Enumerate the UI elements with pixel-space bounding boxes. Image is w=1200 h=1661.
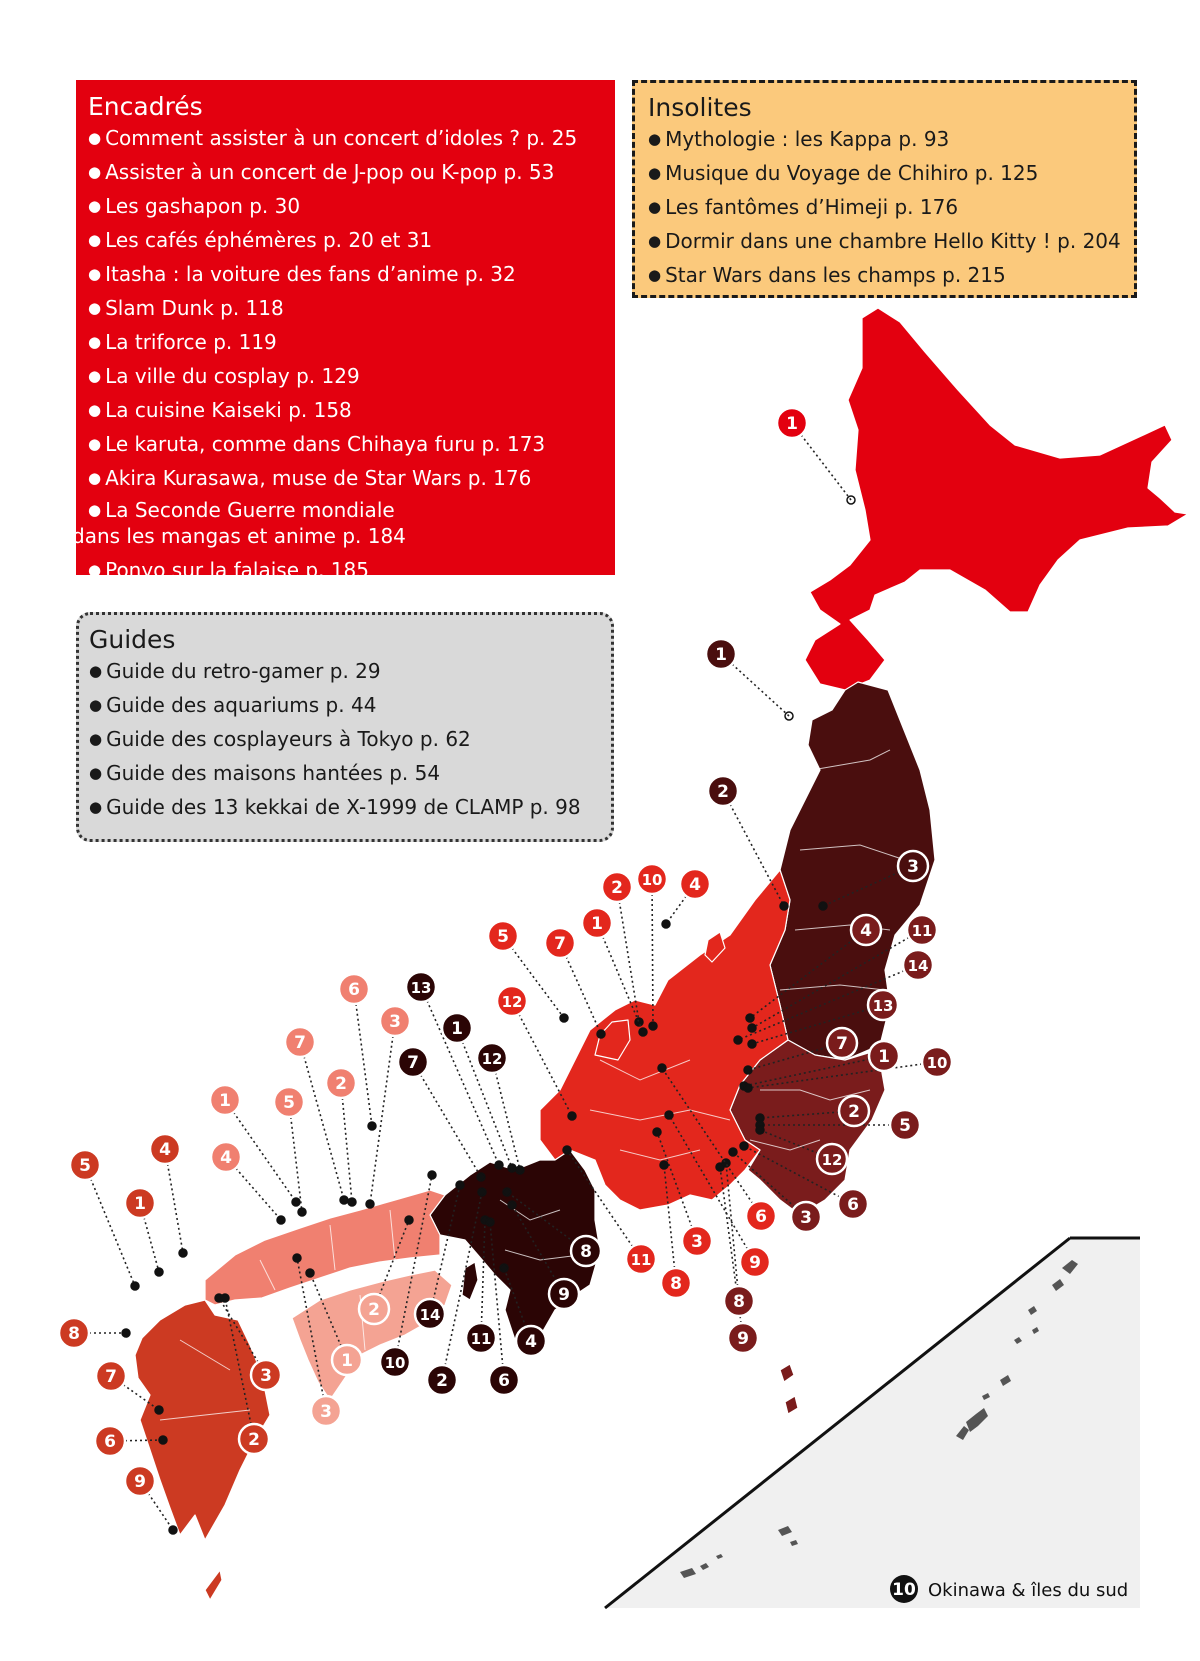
location-dot — [159, 1436, 167, 1444]
marker-number: 1 — [341, 1351, 353, 1371]
marker-kansai-12 — [477, 1043, 507, 1073]
location-dot — [665, 1111, 673, 1119]
marker-hokkaido-1 — [777, 408, 807, 438]
marker-chugoku-6 — [339, 974, 369, 1004]
marker-number: 11 — [630, 1251, 652, 1269]
leader-line — [300, 1042, 344, 1200]
marker-kanto-11 — [907, 915, 937, 945]
location-dot — [635, 1018, 643, 1026]
list-item: ● Le karuta, comme dans Chihaya furu p. 173 — [88, 428, 603, 462]
marker-chubu-4 — [680, 869, 710, 899]
marker-number: 2 — [335, 1074, 347, 1094]
marker-shikoku-2 — [359, 1294, 389, 1324]
marker-chubu-2 — [602, 872, 632, 902]
marker-kansai-10 — [380, 1347, 410, 1377]
list-item: ● Mythologie : les Kappa p. 93 — [648, 123, 1122, 157]
leader-line — [85, 1165, 135, 1286]
marker-number: 7 — [294, 1033, 306, 1053]
marker-number: 6 — [498, 1371, 510, 1391]
marker-number: 8 — [580, 1242, 592, 1262]
leader-line — [370, 1021, 395, 1204]
marker-number: 5 — [497, 927, 509, 947]
list-item: ● Akira Kurasawa, muse de Star Wars p. 176 — [88, 462, 603, 496]
location-dot — [516, 1166, 524, 1174]
marker-number: 1 — [219, 1091, 231, 1111]
location-dot — [277, 1216, 285, 1224]
marker-kansai-7 — [398, 1047, 428, 1077]
list-item: ● Assister à un concert de J-pop ou K-pop p. 53 — [88, 156, 603, 190]
location-dot — [658, 1064, 666, 1072]
marker-kansai-2 — [427, 1365, 457, 1395]
location-dot — [563, 1146, 571, 1154]
marker-number: 8 — [733, 1292, 745, 1312]
marker-kansai-14 — [415, 1299, 445, 1329]
location-dot — [366, 1200, 374, 1208]
marker-kanto-4 — [851, 915, 881, 945]
marker-kyushu-9 — [125, 1466, 155, 1496]
marker-number: 1 — [878, 1047, 890, 1067]
list-item: ● Guide du retro-gamer p. 29 — [89, 655, 601, 689]
marker-number: 5 — [899, 1116, 911, 1136]
leader-line — [354, 989, 372, 1126]
marker-chubu-7 — [545, 928, 575, 958]
list-item: ● La triforce p. 119 — [88, 326, 603, 360]
marker-chubu-1 — [582, 908, 612, 938]
list-item: ● Guide des cosplayeurs à Tokyo p. 62 — [89, 723, 601, 757]
location-dot — [348, 1198, 356, 1206]
marker-kanto-5 — [890, 1110, 920, 1140]
location-dot — [486, 1218, 494, 1226]
guides-title: Guides — [89, 625, 176, 654]
marker-chugoku-7 — [285, 1027, 315, 1057]
marker-number: 10 — [384, 1354, 406, 1372]
location-dot — [293, 1254, 301, 1262]
marker-number: 11 — [911, 922, 933, 940]
location-dot — [169, 1526, 177, 1534]
guides-box — [76, 612, 614, 842]
location-dot — [179, 1249, 187, 1257]
marker-number: 3 — [260, 1366, 272, 1386]
marker-chubu-9 — [740, 1247, 770, 1277]
marker-chugoku-1 — [210, 1085, 240, 1115]
guides-list — [89, 655, 601, 825]
location-dot — [221, 1294, 229, 1302]
marker-number: 10 — [926, 1054, 948, 1072]
insolites-box — [632, 80, 1137, 298]
marker-chugoku-4 — [211, 1142, 241, 1172]
list-item-multiline — [72, 498, 603, 548]
location-dot — [368, 1122, 376, 1130]
encadres-box — [72, 80, 615, 582]
location-dot — [428, 1171, 436, 1179]
list-item: ● Dormir dans une chambre Hello Kitty ! p. 204 — [648, 225, 1122, 259]
marker-number: 9 — [749, 1253, 761, 1273]
marker-kyushu-2 — [239, 1424, 269, 1454]
marker-number: 7 — [836, 1034, 848, 1054]
marker-kansai-9 — [549, 1279, 579, 1309]
location-dot — [729, 1148, 737, 1156]
marker-number: 7 — [407, 1053, 419, 1073]
marker-kanto-1 — [869, 1041, 899, 1071]
marker-number: 4 — [220, 1148, 232, 1168]
marker-kansai-6 — [489, 1365, 519, 1395]
list-item: ● Guide des 13 kekkai de X-1999 de CLAMP p. 98 — [89, 791, 601, 825]
list-item: ● Ponyo sur la falaise p. 185 — [88, 554, 603, 588]
marker-kansai-13 — [406, 972, 436, 1002]
location-dot — [503, 1188, 511, 1196]
marker-kanto-9 — [728, 1323, 758, 1353]
location-dot — [662, 920, 670, 928]
marker-chugoku-3 — [380, 1006, 410, 1036]
marker-number: 12 — [501, 993, 523, 1011]
location-dot — [477, 1173, 485, 1181]
marker-tohoku-2 — [708, 776, 738, 806]
location-dot — [748, 1040, 756, 1048]
location-dot — [744, 1084, 752, 1092]
awaji-island — [462, 1262, 478, 1300]
list-item: ● Star Wars dans les champs p. 215 — [648, 259, 1122, 293]
marker-kyushu-7 — [96, 1361, 126, 1391]
location-dot — [405, 1216, 413, 1224]
marker-kansai-4 — [516, 1326, 546, 1356]
marker-kanto-3 — [791, 1202, 821, 1232]
marker-number: 6 — [104, 1432, 116, 1452]
leader-line — [341, 1083, 352, 1202]
marker-chubu-5 — [488, 921, 518, 951]
marker-chubu-11 — [626, 1244, 656, 1274]
location-dot — [340, 1196, 348, 1204]
marker-number: 3 — [389, 1012, 401, 1032]
list-item: ● Les fantômes d’Himeji p. 176 — [648, 191, 1122, 225]
list-item: ● La cuisine Kaiseki p. 158 — [88, 394, 603, 428]
list-item: ● Musique du Voyage de Chihiro p. 125 — [648, 157, 1122, 191]
marker-number: 1 — [591, 914, 603, 934]
location-dot — [298, 1208, 306, 1216]
marker-number: 13 — [410, 979, 432, 997]
marker-number: 10 — [641, 871, 663, 889]
list-item-line2: dans les mangas et anime p. 184 — [72, 524, 406, 548]
marker-kanto-13 — [868, 990, 898, 1020]
location-dot — [597, 1030, 605, 1038]
marker-kyushu-3 — [251, 1360, 281, 1390]
inset-label: Okinawa & îles du sud — [928, 1580, 1129, 1601]
location-dot — [660, 1161, 668, 1169]
marker-number: 9 — [558, 1285, 570, 1305]
encadres-title: Encadrés — [88, 92, 203, 121]
location-dot — [716, 1163, 724, 1171]
marker-number: 5 — [79, 1156, 91, 1176]
location-dot — [478, 1188, 486, 1196]
marker-number: 4 — [159, 1140, 171, 1160]
marker-number: 4 — [525, 1332, 537, 1352]
list-item: ● Comment assister à un concert d’idoles ? p. 25 — [88, 122, 603, 156]
marker-number: 3 — [907, 857, 919, 877]
marker-number: 1 — [715, 645, 727, 665]
location-dot — [306, 1269, 314, 1277]
marker-chugoku-5 — [274, 1087, 304, 1117]
list-item: ● Guide des maisons hantées p. 54 — [89, 757, 601, 791]
marker-number: 12 — [821, 1151, 843, 1169]
marker-number: 3 — [320, 1402, 332, 1422]
marker-number: 5 — [283, 1093, 295, 1113]
marker-number: 9 — [134, 1472, 146, 1492]
location-dot — [560, 1014, 568, 1022]
location-dot — [748, 1024, 756, 1032]
marker-number: 1 — [451, 1019, 463, 1039]
marker-number: 2 — [611, 878, 623, 898]
marker-kansai-8 — [571, 1236, 601, 1266]
location-dot — [744, 1066, 752, 1074]
marker-number: 4 — [860, 921, 872, 941]
marker-number: 13 — [872, 997, 894, 1015]
marker-kanto-14 — [903, 950, 933, 980]
marker-kanto-8 — [724, 1286, 754, 1316]
marker-kansai-11 — [466, 1323, 496, 1353]
location-dot — [495, 1161, 503, 1169]
marker-kyushu-5 — [70, 1150, 100, 1180]
location-dot — [155, 1406, 163, 1414]
insolites-title: Insolites — [648, 93, 752, 122]
location-dot — [653, 1128, 661, 1136]
region-kyushu — [135, 1300, 270, 1540]
marker-number: 1 — [134, 1194, 146, 1214]
location-dot — [500, 1264, 508, 1272]
izu-islands — [780, 1364, 798, 1414]
location-dot — [756, 1126, 764, 1134]
leader-line — [492, 1058, 520, 1170]
location-dot — [780, 902, 788, 910]
marker-kyushu-4 — [150, 1134, 180, 1164]
marker-tohoku-3 — [898, 851, 928, 881]
marker-number: 8 — [670, 1274, 682, 1294]
marker-number: 7 — [554, 934, 566, 954]
marker-kanto-2 — [839, 1096, 869, 1126]
marker-kanto-6 — [838, 1189, 868, 1219]
marker-number: 3 — [800, 1208, 812, 1228]
list-item: ● Itasha : la voiture des fans d’anime p. 32 — [88, 258, 603, 292]
marker-chubu-10 — [637, 864, 667, 894]
location-dot — [508, 1164, 516, 1172]
list-item-line1: La Seconde Guerre mondiale — [105, 498, 395, 522]
location-dot — [122, 1329, 130, 1337]
leader-line — [617, 887, 639, 1022]
location-dot — [734, 1036, 742, 1044]
marker-chubu-6 — [746, 1201, 776, 1231]
marker-number: 9 — [737, 1329, 749, 1349]
list-item: ● Slam Dunk p. 118 — [88, 292, 603, 326]
list-item: ● La ville du cosplay p. 129 — [88, 360, 603, 394]
marker-kansai-1 — [442, 1013, 472, 1043]
location-dot — [131, 1282, 139, 1290]
tanegashima-island — [205, 1570, 222, 1600]
list-item: ● Guide des aquariums p. 44 — [89, 689, 601, 723]
marker-chubu-3 — [682, 1226, 712, 1256]
leader-line — [413, 1062, 481, 1177]
location-dot — [292, 1198, 300, 1206]
location-dot — [746, 1014, 754, 1022]
marker-number: 14 — [907, 957, 929, 975]
location-dot — [740, 1142, 748, 1150]
marker-number: 7 — [105, 1367, 117, 1387]
marker-number: 2 — [248, 1430, 260, 1450]
marker-number: 3 — [691, 1232, 703, 1252]
marker-kanto-10 — [922, 1047, 952, 1077]
location-dot — [649, 1022, 657, 1030]
marker-number: 2 — [368, 1300, 380, 1320]
leader-line — [723, 791, 784, 906]
marker-number: 14 — [419, 1306, 441, 1324]
marker-number: 8 — [68, 1324, 80, 1344]
marker-shikoku-3 — [311, 1396, 341, 1426]
location-dot — [639, 1028, 647, 1036]
marker-number: 11 — [470, 1330, 492, 1348]
marker-kanto-7 — [827, 1028, 857, 1058]
marker-kyushu-1 — [125, 1188, 155, 1218]
location-dot — [155, 1268, 163, 1276]
marker-kanto-12 — [817, 1144, 847, 1174]
insolites-list — [648, 123, 1122, 293]
marker-number: 4 — [689, 875, 701, 895]
marker-kyushu-8 — [59, 1318, 89, 1348]
location-dot — [568, 1112, 576, 1120]
marker-number: 1 — [786, 414, 798, 434]
location-dot — [819, 902, 827, 910]
marker-number: 6 — [847, 1195, 859, 1215]
marker-chugoku-2 — [326, 1068, 356, 1098]
marker-number: 2 — [717, 782, 729, 802]
marker-chubu-8 — [661, 1268, 691, 1298]
encadres-list — [72, 122, 603, 588]
marker-number: 6 — [348, 980, 360, 1000]
inset-marker-number: 10 — [892, 1580, 916, 1600]
region-hokkaido — [805, 308, 1188, 690]
list-item: ● Les cafés éphémères p. 20 et 31 — [88, 224, 603, 258]
marker-number: 2 — [436, 1371, 448, 1391]
marker-tohoku-1 — [706, 639, 736, 669]
list-item: ● Les gashapon p. 30 — [88, 190, 603, 224]
marker-number: 6 — [755, 1207, 767, 1227]
location-dot — [508, 1201, 516, 1209]
marker-number: 12 — [481, 1050, 503, 1068]
marker-kyushu-6 — [95, 1426, 125, 1456]
marker-shikoku-1 — [332, 1345, 362, 1375]
marker-number: 2 — [848, 1102, 860, 1122]
marker-chubu-12 — [497, 986, 527, 1016]
location-dot — [456, 1181, 464, 1189]
